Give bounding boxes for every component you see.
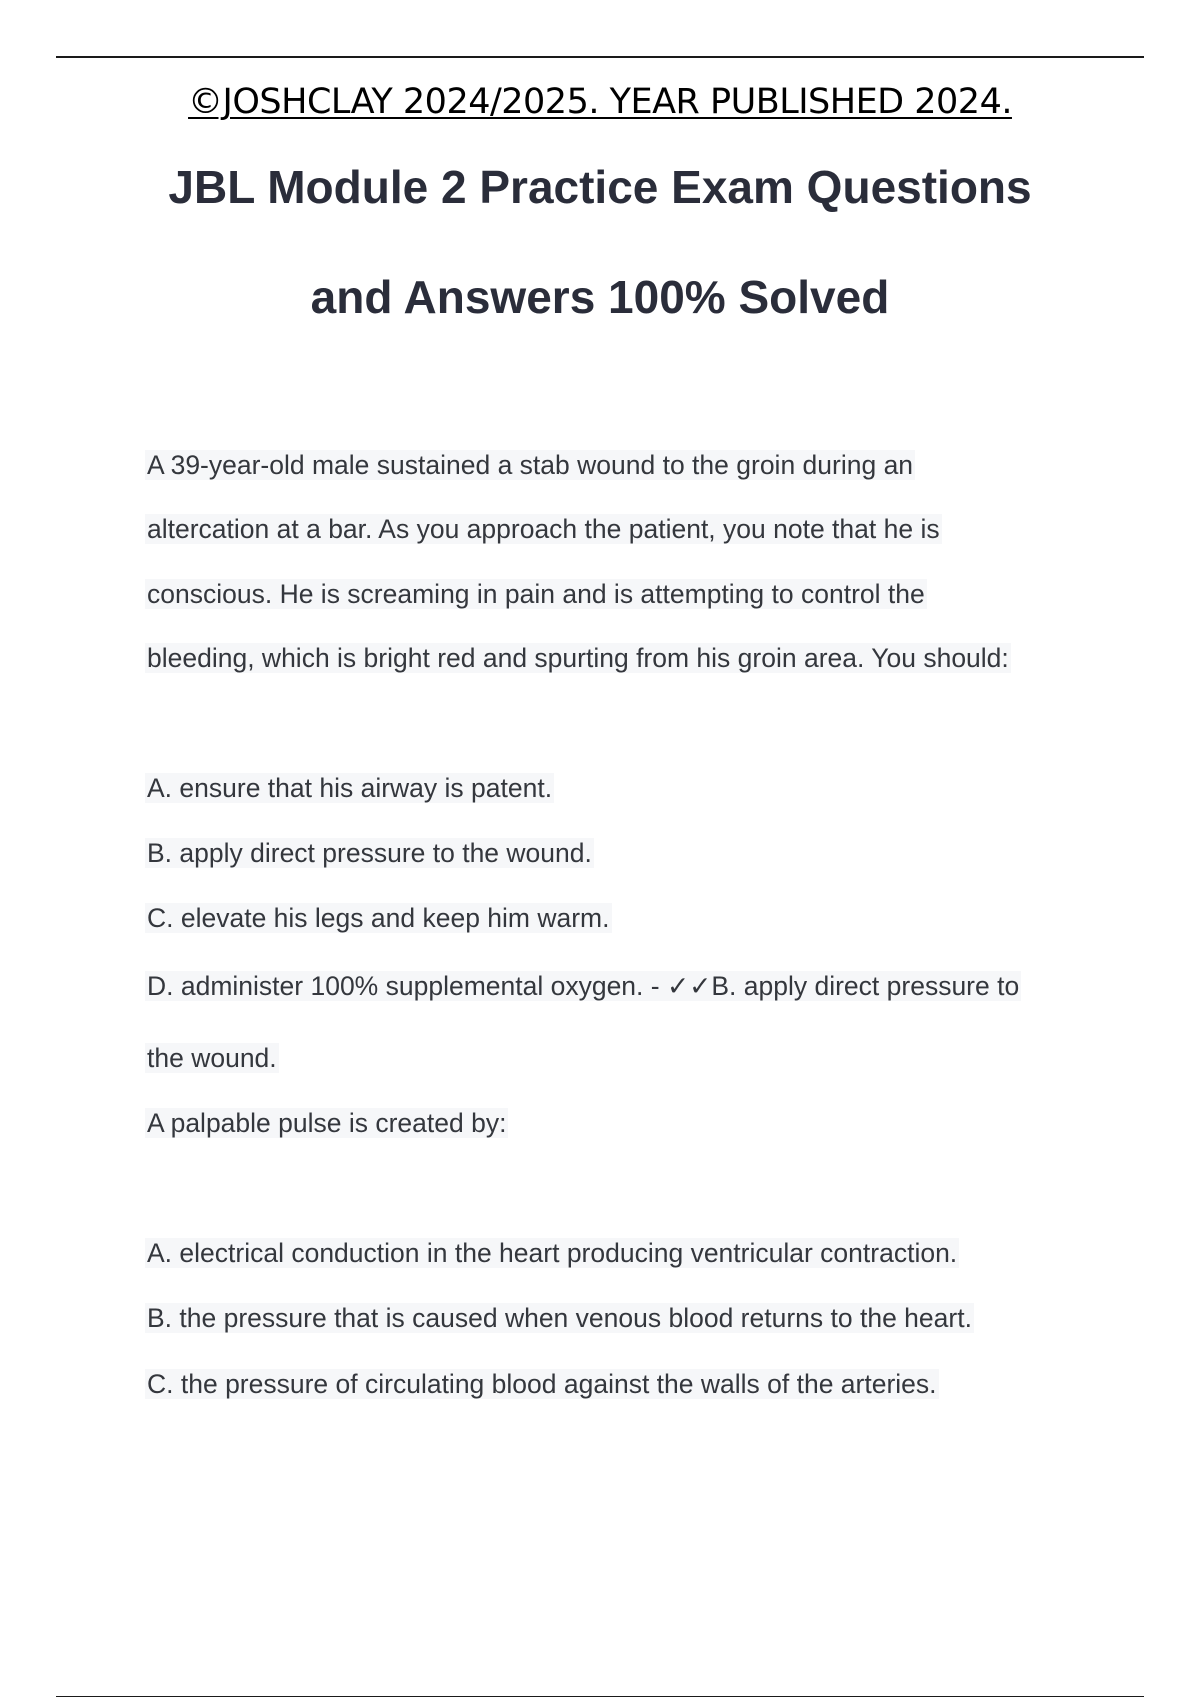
question-1-option-b: B. apply direct pressure to the wound. [147, 838, 592, 868]
document-title [0, 152, 1200, 372]
question-1-option-a: A. ensure that his airway is patent. [147, 773, 553, 803]
question-1-stem-line-4: bleeding, which is bright red and spurting from his groin area. You should: [147, 643, 1009, 673]
question-2-option-c: C. the pressure of circulating blood against the walls of the arteries. [147, 1369, 937, 1399]
question-1-stem-line-1: A 39-year-old male sustained a stab wound to the groin during an [147, 450, 914, 480]
question-1-stem-line-3: conscious. He is screaming in pain and is attempting to control the [147, 579, 925, 609]
document-title-line-2: and Answers 100% Solved [310, 271, 890, 323]
question-1-option-d-with-answer: D. administer 100% supplemental oxygen. - ✓✓B. apply direct pressure to [147, 971, 1020, 1001]
question-2-option-b: B. the pressure that is caused when venous blood returns to the heart. [147, 1303, 972, 1333]
question-2-option-a: A. electrical conduction in the heart producing ventricular contraction. [147, 1238, 958, 1268]
question-2-stem-line-1: A palpable pulse is created by: [147, 1108, 507, 1138]
copyright-header [0, 78, 1200, 126]
question-1-option-c: C. elevate his legs and keep him warm. [147, 903, 610, 933]
bottom-rule [56, 1696, 1144, 1697]
document-title-line-1: JBL Module 2 Practice Exam Questions [168, 161, 1032, 213]
question-1-stem-line-2: altercation at a bar. As you approach the patient, you note that he is [147, 514, 940, 544]
copyright-text: ©JOSHCLAY 2024/2025. YEAR PUBLISHED 2024. [188, 82, 1012, 122]
top-rule [56, 56, 1144, 58]
question-1-answer-continuation: the wound. [147, 1043, 277, 1073]
